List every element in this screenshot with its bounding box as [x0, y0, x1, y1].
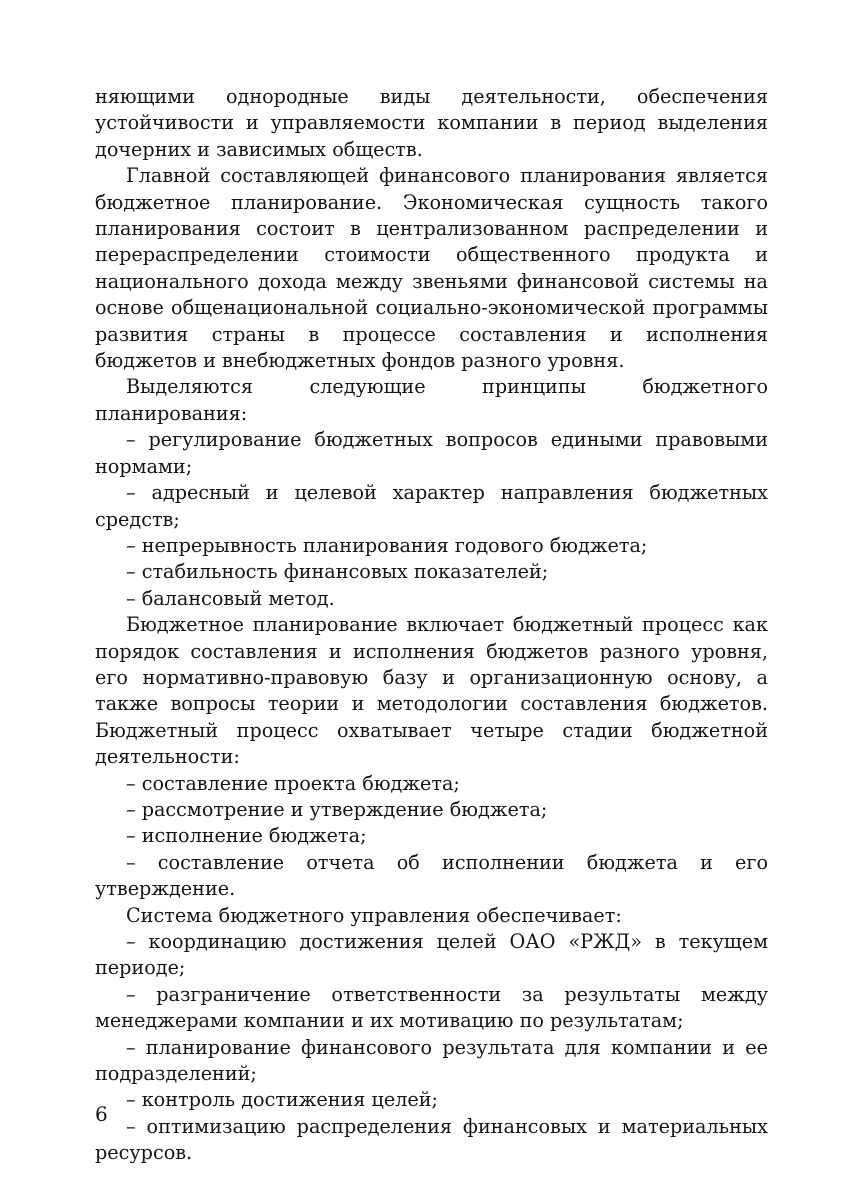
paragraph-continuation: няющими однородные виды деятельности, обеспечения устойчивости и управляемости компании в период выделения дочерних и зависимых обществ.	[95, 85, 768, 161]
list-item: – стабильность финансовых показателей;	[126, 560, 549, 584]
principles-intro: Выделяются следующие принципы бюджетного планирования:	[95, 375, 768, 425]
list-item: – балансовый метод.	[126, 586, 335, 610]
list-item: – контроль достижения целей;	[126, 1088, 439, 1112]
list-item: – исполнение бюджета;	[126, 824, 367, 848]
page-number: 6	[95, 1102, 108, 1126]
page-body	[95, 84, 768, 1167]
list-item: – составление проекта бюджета;	[126, 771, 460, 795]
list-item: – адресный и целевой характер направления бюджетных средств;	[95, 481, 768, 531]
list-item: – планирование финансового результата для компании и ее подразделений;	[95, 1035, 768, 1086]
system-intro: Система бюджетного управления обеспечивает:	[126, 903, 622, 927]
list-item: – непрерывность планирования годового бюджета;	[126, 533, 648, 557]
list-item: – регулирование бюджетных вопросов едиными правовыми нормами;	[95, 428, 768, 478]
list-item: – координацию достижения целей ОАО «РЖД» в текущем периоде;	[95, 930, 768, 980]
paragraph-budget-planning: Главной составляющей финансового планирования является бюджетное планирование. Экономическая сущность такого планирования состоит в централизованном распределении и перераспределении стоимости общественного продукта и национального дохода между звеньями финансовой системы на основе общенациональной социально-экономической программы развития страны в процессе составления и исполнения бюджетов и внебюджетных фондов разного уровня.	[95, 164, 768, 373]
list-item: – рассмотрение и утверждение бюджета;	[126, 797, 548, 821]
paragraph-budget-process: Бюджетное планирование включает бюджетный процесс как порядок составления и исполнения бюджетов разного уровня, его нормативно-правовую базу и организационную основу, а также вопросы теории и методологии составления бюджетов. Бюджетный процесс охватывает четыре стадии бюджетной деятельности:	[95, 613, 768, 769]
list-item: – разграничение ответственности за результаты между менеджерами компании и их мотивацию по результатам;	[95, 982, 768, 1033]
list-item: – составление отчета об исполнении бюджета и его утверждение.	[95, 850, 768, 901]
list-item: – оптимизацию распределения финансовых и материальных ресурсов.	[95, 1114, 768, 1165]
